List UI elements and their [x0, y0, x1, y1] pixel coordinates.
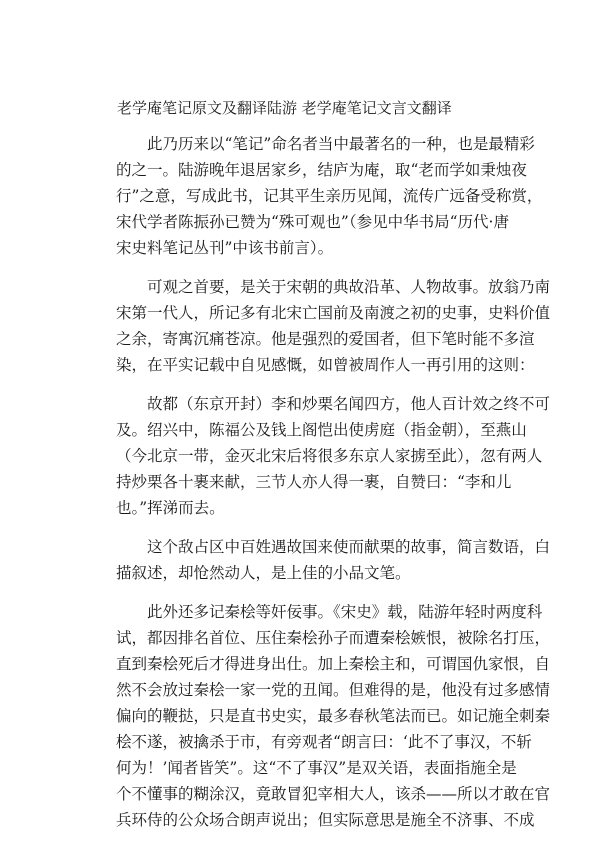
paragraph-3-line-3: （今北京一带，金灭北宋后将很多东京人家掳至此），忽有两人 — [116, 447, 543, 465]
paragraph-2 — [116, 274, 551, 378]
paragraph-3 — [116, 391, 551, 521]
paragraph-5-line-9: 兵环侍的公众场合朗声说出；但实际意思是施全不济事、不成 — [116, 811, 535, 829]
paragraph-4-line-1: 这个敌占区中百姓遇故国来使而献栗的故事，简言数语，白 — [147, 538, 551, 556]
paragraph-4-line-2: 描叙述，却怆然动人，是上佳的小品文笔。 — [116, 564, 411, 582]
paragraph-1-line-3: 行”之意，写成此书，记其平生亲历见闻，流传广远备受称赏， — [116, 187, 543, 205]
paragraph-5-line-8: 个不懂事的糊涂汉，竟敢冒犯宰相大人，该杀——所以才敢在官 — [116, 785, 551, 803]
paragraph-1-line-2: 的之一。陆游晚年退居家乡，结庐为庵，取“老而学如秉烛夜 — [116, 161, 527, 179]
document-body — [116, 131, 551, 846]
paragraph-5 — [116, 599, 551, 833]
paragraph-1-line-1: 此乃历来以“笔记”命名者当中最著名的一种，也是最精彩 — [147, 135, 535, 153]
paragraph-5-line-2: 试，都因排名首位、压住秦桧孙子而遭秦桧嫉恨，被除名打压， — [116, 629, 551, 647]
paragraph-1-line-5: 宋史料笔记丛刊”中该书前言）。 — [116, 239, 334, 257]
paragraph-2-line-4: 染，在平实记载中自见感慨，如曾被周作人一再引用的这则： — [116, 356, 535, 374]
paragraph-2-line-1: 可观之首要，是关于宋朝的典故沿革、人物故事。放翁乃南 — [147, 278, 551, 296]
document-title: 老学庵笔记原文及翻译陆游 老学庵笔记文言文翻译 — [117, 99, 452, 117]
paragraph-1 — [116, 131, 543, 261]
paragraph-2-line-3: 之余，寄寓沉痛苍凉。他是强烈的爱国者，但下笔时能不多渲 — [116, 330, 535, 348]
paragraph-5-line-5: 偏向的鞭挞，只是直书史实，最多春秋笔法而已。如记施全刺秦 — [116, 707, 551, 725]
paragraph-3-line-4: 持炒栗各十裹来献，三节人亦人得一裹，自赞曰：“李和儿 — [116, 473, 512, 491]
paragraph-5-line-6: 桧不遂，被擒杀于市，有旁观者“朗言曰：‘此不了事汉，不斩 — [116, 733, 532, 751]
paragraph-5-line-1: 此外还多记秦桧等奸佞事。《宋史》载，陆游年轻时两度科 — [147, 603, 543, 621]
paragraph-3-line-2: 及。绍兴中，陈福公及钱上阁恺出使虏庭（指金朝），至燕山 — [116, 421, 527, 439]
paragraph-3-line-5: 也。”挥涕而去。 — [116, 499, 225, 517]
paragraph-4 — [116, 534, 551, 586]
paragraph-5-line-7: 何为！’闻者皆笑”。这“不了事汉”是双关语，表面指施全是 — [116, 759, 517, 777]
paragraph-2-line-2: 宋第一代人，所记多有北宋亡国前及南渡之初的史事，史料价值 — [116, 304, 551, 322]
paragraph-3-line-1: 故都（东京开封）李和炒栗名闻四方，他人百计效之终不可 — [147, 395, 551, 413]
paragraph-1-line-4: 宋代学者陈振孙已赞为“殊可观也”（参见中华书局“历代·唐 — [116, 213, 509, 231]
paragraph-5-line-3: 直到秦桧死后才得进身出仕。加上秦桧主和，可谓国仇家恨，自 — [116, 655, 551, 673]
paragraph-5-line-4: 然不会放过秦桧一家一党的丑闻。但难得的是，他没有过多感情 — [116, 681, 551, 699]
